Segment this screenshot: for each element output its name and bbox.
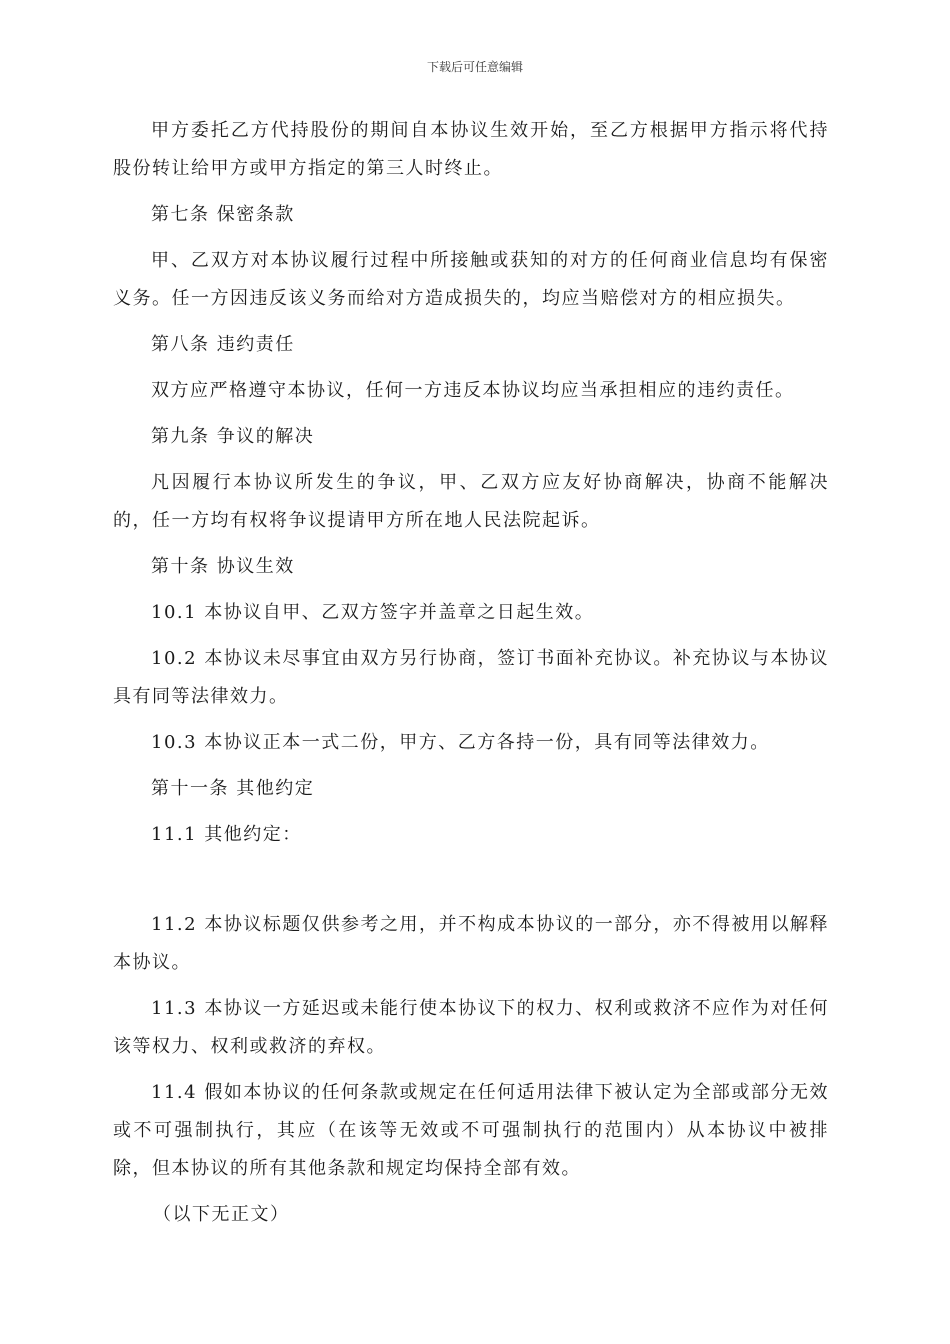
article-9-heading: 第九条 争议的解决 bbox=[151, 426, 315, 447]
clause-11-3: 11.3 本协议一方延迟或未能行使本协议下的权力、权利或救济不应作为对任何该等权力、权利或救济的弃权。 bbox=[113, 998, 829, 1057]
article-11-heading: 第十一条 其他约定 bbox=[151, 778, 315, 799]
clause-10-3: 10.3 本协议正本一式二份，甲方、乙方各持一份，具有同等法律效力。 bbox=[151, 732, 770, 753]
paragraph-term-period: 甲方委托乙方代持股份的期间自本协议生效开始，至乙方根据甲方指示将代持股份转让给甲方或甲方指定的第三人时终止。 bbox=[113, 120, 829, 179]
page-header: 下载后可任意编辑 bbox=[426, 60, 523, 74]
blank-space bbox=[113, 862, 829, 906]
article-8-heading: 第八条 违约责任 bbox=[151, 334, 295, 355]
clause-10-1: 10.1 本协议自甲、乙双方签字并盖章之日起生效。 bbox=[151, 602, 595, 623]
clause-11-4: 11.4 假如本协议的任何条款或规定在任何适用法律下被认定为全部或部分无效或不可强制执行，其应（在该等无效或不可强制执行的范围内）从本协议中被排除，但本协议的所有其他条款和规定均保持全部有效。 bbox=[113, 1082, 829, 1179]
article-7-heading: 第七条 保密条款 bbox=[151, 204, 295, 225]
article-7-text: 甲、乙双方对本协议履行过程中所接触或获知的对方的任何商业信息均有保密义务。任一方因违反该义务而给对方造成损失的，均应当赔偿对方的相应损失。 bbox=[113, 250, 829, 309]
clause-10-2: 10.2 本协议未尽事宜由双方另行协商，签订书面补充协议。补充协议与本协议具有同等法律效力。 bbox=[113, 648, 829, 707]
end-of-text-note: （以下无正文） bbox=[153, 1204, 290, 1225]
article-9-text: 凡因履行本协议所发生的争议，甲、乙双方应友好协商解决，协商不能解决的，任一方均有权将争议提请甲方所在地人民法院起诉。 bbox=[113, 472, 829, 531]
clause-11-1: 11.1 其他约定： bbox=[151, 824, 302, 845]
article-8-text: 双方应严格遵守本协议，任何一方违反本协议均应当承担相应的违约责任。 bbox=[151, 380, 795, 401]
clause-11-2: 11.2 本协议标题仅供参考之用，并不构成本协议的一部分，亦不得被用以解释本协议。 bbox=[113, 914, 829, 973]
article-10-heading: 第十条 协议生效 bbox=[151, 556, 295, 577]
document-body bbox=[113, 112, 829, 1234]
